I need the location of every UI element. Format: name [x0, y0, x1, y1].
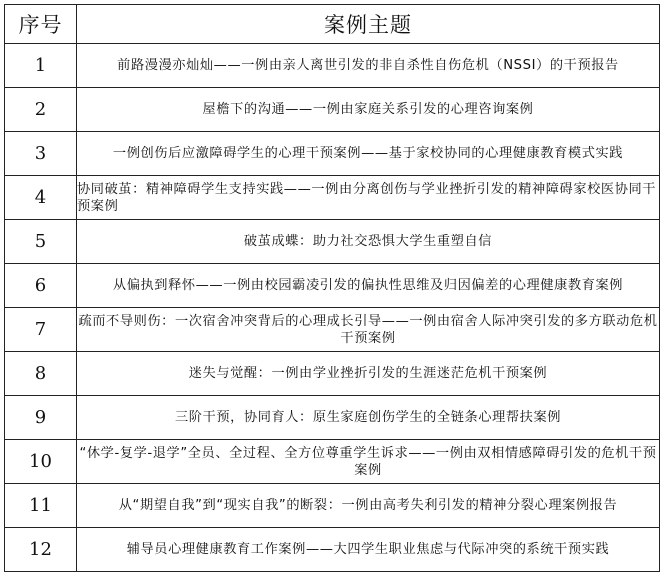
row-number: 10	[5, 440, 77, 484]
table-row	[5, 220, 660, 264]
row-number: 1	[5, 44, 77, 88]
row-number: 11	[5, 484, 77, 528]
row-topic: 破茧成蝶：助力社交恐惧大学生重塑自信	[77, 220, 660, 264]
row-number: 5	[5, 220, 77, 264]
table-row	[5, 264, 660, 308]
row-topic: 从“期望自我”到“现实自我”的断裂：一例由高考失利引发的精神分裂心理案例报告	[77, 484, 660, 528]
table-row	[5, 440, 660, 484]
row-topic: 迷失与觉醒：一例由学业挫折引发的生涯迷茫危机干预案例	[77, 352, 660, 396]
table-row	[5, 528, 660, 572]
row-topic: 从偏执到释怀——一例由校园霸凌引发的偏执性思维及归因偏差的心理健康教育案例	[77, 264, 660, 308]
header-serial-number: 序号	[5, 5, 77, 44]
row-topic: “休学-复学-退学”全员、全过程、全方位尊重学生诉求——一例由双相情感障碍引发的危机干预案例	[77, 440, 660, 484]
row-topic: 屋檐下的沟通——一例由家庭关系引发的心理咨询案例	[77, 88, 660, 132]
row-number: 9	[5, 396, 77, 440]
table-row	[5, 396, 660, 440]
row-topic: 前路漫漫亦灿灿——一例由亲人离世引发的非自杀性自伤危机（NSSI）的干预报告	[77, 44, 660, 88]
case-table	[4, 4, 660, 572]
table-row	[5, 88, 660, 132]
row-topic: 一例创伤后应激障碍学生的心理干预案例——基于家校协同的心理健康教育模式实践	[77, 132, 660, 176]
table-row	[5, 44, 660, 88]
row-number: 8	[5, 352, 77, 396]
row-number: 3	[5, 132, 77, 176]
row-number: 7	[5, 308, 77, 352]
header-case-topic: 案例主题	[77, 5, 660, 44]
row-topic: 疏而不导则伤：一次宿舍冲突背后的心理成长引导——一例由宿舍人际冲突引发的多方联动危机干预案例	[77, 308, 660, 352]
row-topic: 辅导员心理健康教育工作案例——大四学生职业焦虑与代际冲突的系统干预实践	[77, 528, 660, 572]
row-number: 6	[5, 264, 77, 308]
row-number: 2	[5, 88, 77, 132]
row-topic: 三阶干预，协同育人：原生家庭创伤学生的全链条心理帮扶案例	[77, 396, 660, 440]
table-row	[5, 132, 660, 176]
table-row	[5, 352, 660, 396]
table-row	[5, 484, 660, 528]
table-header-row	[5, 5, 660, 44]
row-topic: 协同破茧：精神障碍学生支持实践——一例由分离创伤与学业挫折引发的精神障碍家校医协同干预案例	[77, 176, 660, 220]
table-row	[5, 308, 660, 352]
row-number: 12	[5, 528, 77, 572]
table-row	[5, 176, 660, 220]
row-number: 4	[5, 176, 77, 220]
